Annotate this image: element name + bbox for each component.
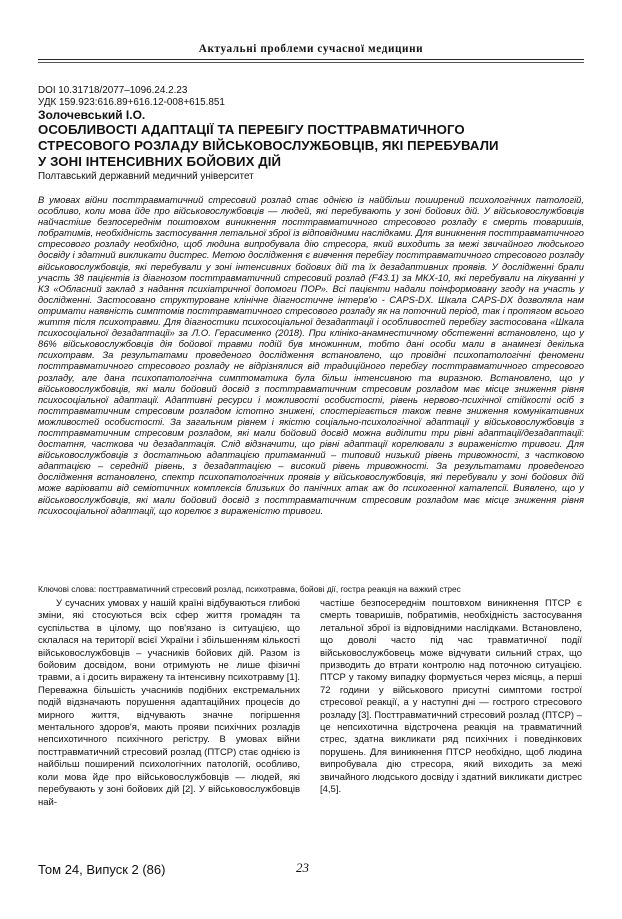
title-line: ОСОБЛИВОСТІ АДАПТАЦІЇ ТА ПЕРЕБІГУ ПОСТТРАВМАТИЧНОГО	[38, 122, 465, 137]
body-paragraph: частіше безпосереднім поштовхом виникнення ПТСР є смерть товаришів, побратимів, необхідність застосування летальної зброї із відповідними наслідками. Встановлено, що доволі часто під час травматичної події військовослужбовець може відчувати сильний страх, що призводить до втрати контролю над поточною ситуацією. ПТСР у такому випадку формується через місяць, а перші 72 години у військового присутні симптоми гострої стресової реакції, а у наступні дні — гострого стресового розладу [3]. Посттравматичний стресовий розлад (ПТСР) – це непсихотична відстрочена реакція на травматичний стрес, здатна викликати ряд психічних і поведінкових порушень. Для виникнення ПТСР необхідно, щоб людина випробувала дію стресора, який виходить за межі звичайного людського досвіду і здатний викликати дистрес [4,5].	[320, 598, 582, 796]
header-rule-thin	[38, 62, 584, 63]
affiliation: Полтавський державний медичний університет	[38, 171, 254, 182]
keywords: Ключові слова: посттравматичний стресовий розлад, психотравма, бойові дії, гостра реакція на важкий стрес	[38, 584, 461, 594]
body-column-left	[38, 598, 300, 809]
abstract: В умовах війни посттравматичний стресовий розлад стає однією із найбільш поширений психологічних патологій, особливо, коли мова йде про військовослужбовців — людей, які перебувають у зоні бойових дій. У військовослужбовців найчастіше безпосереднім поштовхом виникнення посттравматичного стресового розладу є смерть товаришів, побратимів, необхідність застосування летальної зброї із відповідними наслідками. Для виникнення посттравматичного стресового розладу необхідно, щоб людина випробувала дію стресора, який виходить за межі звичайного людського досвіду і здатний викликати дистрес. Метою дослідження є вивчення перебігу посттравматичного стресового розладу військовослужбовців, які перебували у зоні інтенсивних бойових дій та їх дезадаптивних проявів. У дослідженні брали участь 38 пацієнтів із діагнозом посттравматичний стресовий розлад (F43.1) за МКХ-10, які перебували на лікуванні у КЗ «Обласний заклад з надання психіатричної допомоги ПОР». Всі пацієнти надали поінформовану згоду на участь у дослідженні. Застосовано структуроване клінічне діагностичне інтерв'ю - CAPS-DX. Шкала CAPS-DX дозволяла нам отримати наявність симптомів посттравматичного стресового розладу як на поточний період, так і протягом всього життя після психотравми. Для діагностики психосоціальної дезадаптації і особливостей перебігу застосована «Шкала психосоціальної дезадаптації» за Л.О. Герасименко (2018). При клініко-анамнестичному обстеженні встановлено, що у 86% військовослужбовців дія бойової травми подій був множинним, тобто дані особи мали в анамнезі декілька психотравм. За результатами проведеного дослідження встановлено, що провідні психопатологічні феномени посттравматичного стресового розладу не відрізнялися від традиційного перебігу посттравматичного стресового розладу, але дана психопатологічна симптоматика була більш інтенсивною та виразною. Встановлено, що у військовослужбовців, які мали бойовий досвід з посттравматичним стресовим розладом має місце зниження рівня психосоціальної адаптації. Адаптивні ресурси і можливості особистості, рівень нервово-психічної стійкості осіб з посттравматичним стресовим розладом істотно знижені, спостерігається також певне зниження комунікативних можливостей особистості. За загальним рівнем і якістю соціально-психологічної адаптації у військовослужбовців з посттравматичним стресовим розладом, які мали бойовий досвід можна виділити три рівні адаптації/дезадаптації: достатня, часткова чи дезадаптація. Слід відзначити, що рівні адаптації корелювали з вираженістю тривоги. Для військовослужбовців з достатньою адаптацією притаманний – типовий низький рівень тривожності, з частковою адаптацією – середній рівень, з дезадаптацією – високий рівень тривожності. За результатами проведеного дослідження встановлено, спектр психопатологічних проявів у військовослужбовців, які перебували у зоні бойових дій може варіювати від семіотичних комплексів близьких до панічних атак аж до психогенної каталепсії. Виявлено, що у військовослужбовців, які мали бойовий досвід з посттравматичним стресовим розладом має місце зниження рівня психосоціальної адаптації, що корелює з вираженістю тривоги.	[38, 194, 584, 516]
footer-volume: Том 24, Випуск 2 (86)	[38, 862, 166, 877]
journal-header: Актуальні проблеми сучасної медицини	[198, 43, 424, 55]
article-title	[38, 122, 584, 169]
udk-code: УДК 159.923:616.89+616.12-008+615.851	[38, 97, 225, 108]
doi: DOI 10.31718/2077–1096.24.2.23	[38, 85, 188, 96]
title-line: У ЗОНІ ІНТЕНСИВНИХ БОЙОВИХ ДІЙ	[38, 153, 282, 169]
title-line: СТРЕСОВОГО РОЗЛАДУ ВІЙСЬКОВОСЛУЖБОВЦІВ, ЯКІ ПЕРЕБУВАЛИ	[38, 137, 499, 153]
page-number: 23	[296, 860, 309, 875]
body-column-right	[320, 598, 582, 797]
body-paragraph: У сучасних умовах у нашій країні відбуваються глибокі зміни, які стосуються всіх сфер життя громадян та суспільства в цілому, що пов'язано із ситуацією, що склалася на території всієї України і збільшенням кількості військовослужбовців – учасників бойових дій. Разом із бойовим досвідом, вони отримують не лише фізичні травми, а і досить виражену та інтенсивну психотравму [1]. Переважна більшість учасників подібних екстремальних подій відзначають порушення адаптаційних процесів до мирного життя, відчувають значне погіршення ментального здоров'я, мають прояви психічних розладів непсихотичного психічного регістру. В умовах війни посттравматичний стресовий розлад (ПТСР) стає однією із найбільш поширений психологічних патологій, особливо, коли мова йде про військовослужбовців — людей, які перебувають у зоні бойових дій [2]. У військовослужбовців най-	[38, 598, 300, 808]
header-rule	[38, 59, 584, 60]
author: Золочевський І.О.	[38, 108, 146, 122]
